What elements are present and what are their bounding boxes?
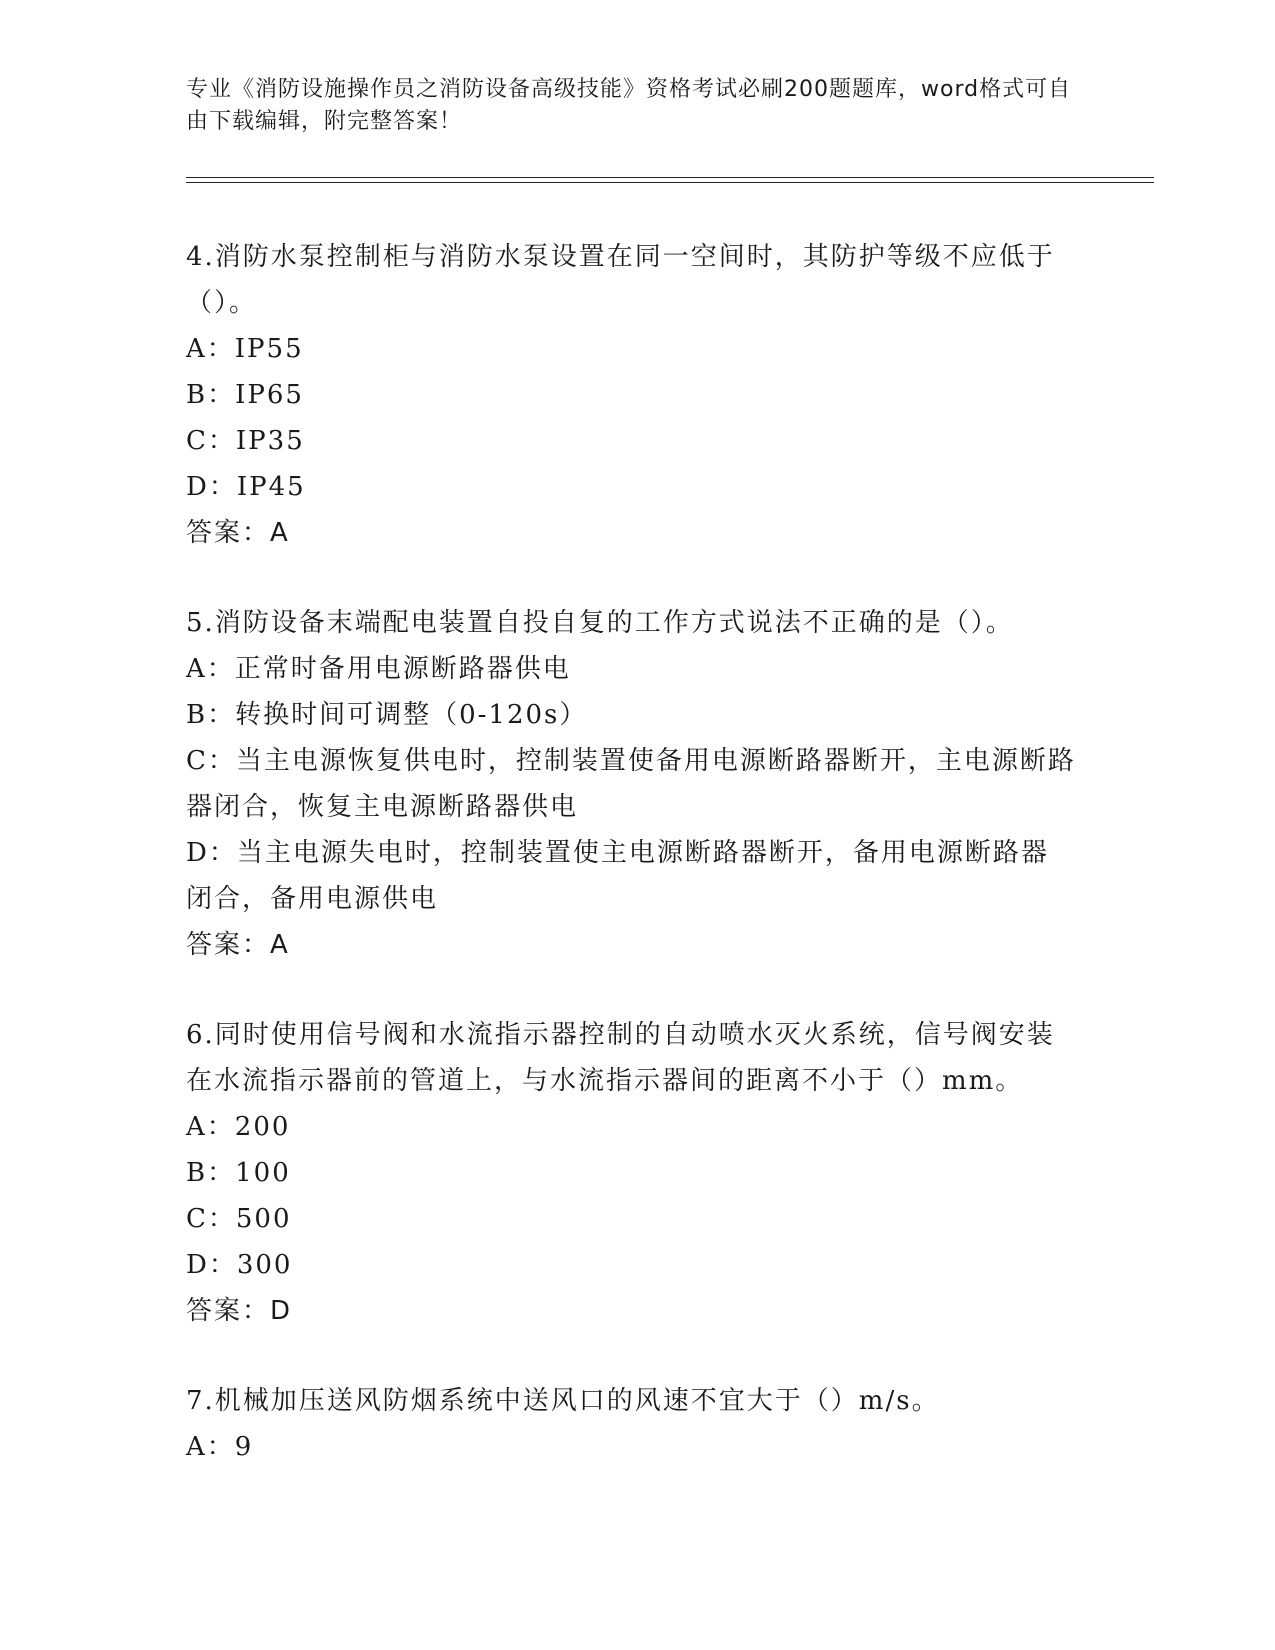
option-d: D：当主电源失电时，控制装置使主电源断路器断开，备用电源断路器闭合，备用电源供电 [186, 838, 1049, 914]
answer-line: 答案：A [186, 518, 290, 548]
document-header [186, 74, 1086, 138]
header-text: 专业《消防设施操作员之消防设备高级技能》资格考试必刷200题题库，word格式可自由下载编辑，附完整答案！ [186, 77, 1072, 134]
option-c: C：当主电源恢复供电时，控制装置使备用电源断路器断开，主电源断路器闭合，恢复主电源断路器供电 [186, 746, 1076, 822]
question-4 [186, 234, 1076, 556]
question-stem: 5.消防设备末端配电装置自投自复的工作方式说法不正确的是（）。 [186, 608, 1014, 638]
option-a: A：200 [186, 1112, 291, 1142]
option-c: C：500 [186, 1204, 292, 1234]
option-b: B：转换时间可调整（0-120s） [186, 700, 588, 730]
option-d: D：300 [186, 1250, 293, 1280]
question-7 [186, 1378, 1076, 1470]
option-b: B：IP65 [186, 380, 304, 410]
question-stem: 4.消防水泵控制柜与消防水泵设置在同一空间时，其防护等级不应低于（）。 [186, 242, 1055, 318]
header-divider-bottom [186, 182, 1154, 183]
question-stem: 7.机械加压送风防烟系统中送风口的风速不宜大于（）m/s。 [186, 1386, 940, 1416]
option-c: C：IP35 [186, 426, 305, 456]
option-a: A：IP55 [186, 334, 304, 364]
question-list [186, 234, 1076, 1514]
question-stem: 6.同时使用信号阀和水流指示器控制的自动喷水灭火系统，信号阀安装在水流指示器前的管道上，与水流指示器间的距离不小于（）mm。 [186, 1020, 1055, 1096]
option-a: A：正常时备用电源断路器供电 [186, 654, 571, 684]
option-b: B：100 [186, 1158, 291, 1188]
answer-line: 答案：A [186, 930, 290, 960]
answer-line: 答案：D [186, 1296, 293, 1326]
header-divider-top [186, 177, 1154, 178]
question-6 [186, 1012, 1076, 1334]
option-a: A：9 [186, 1432, 254, 1462]
option-d: D：IP45 [186, 472, 306, 502]
question-5 [186, 600, 1076, 968]
